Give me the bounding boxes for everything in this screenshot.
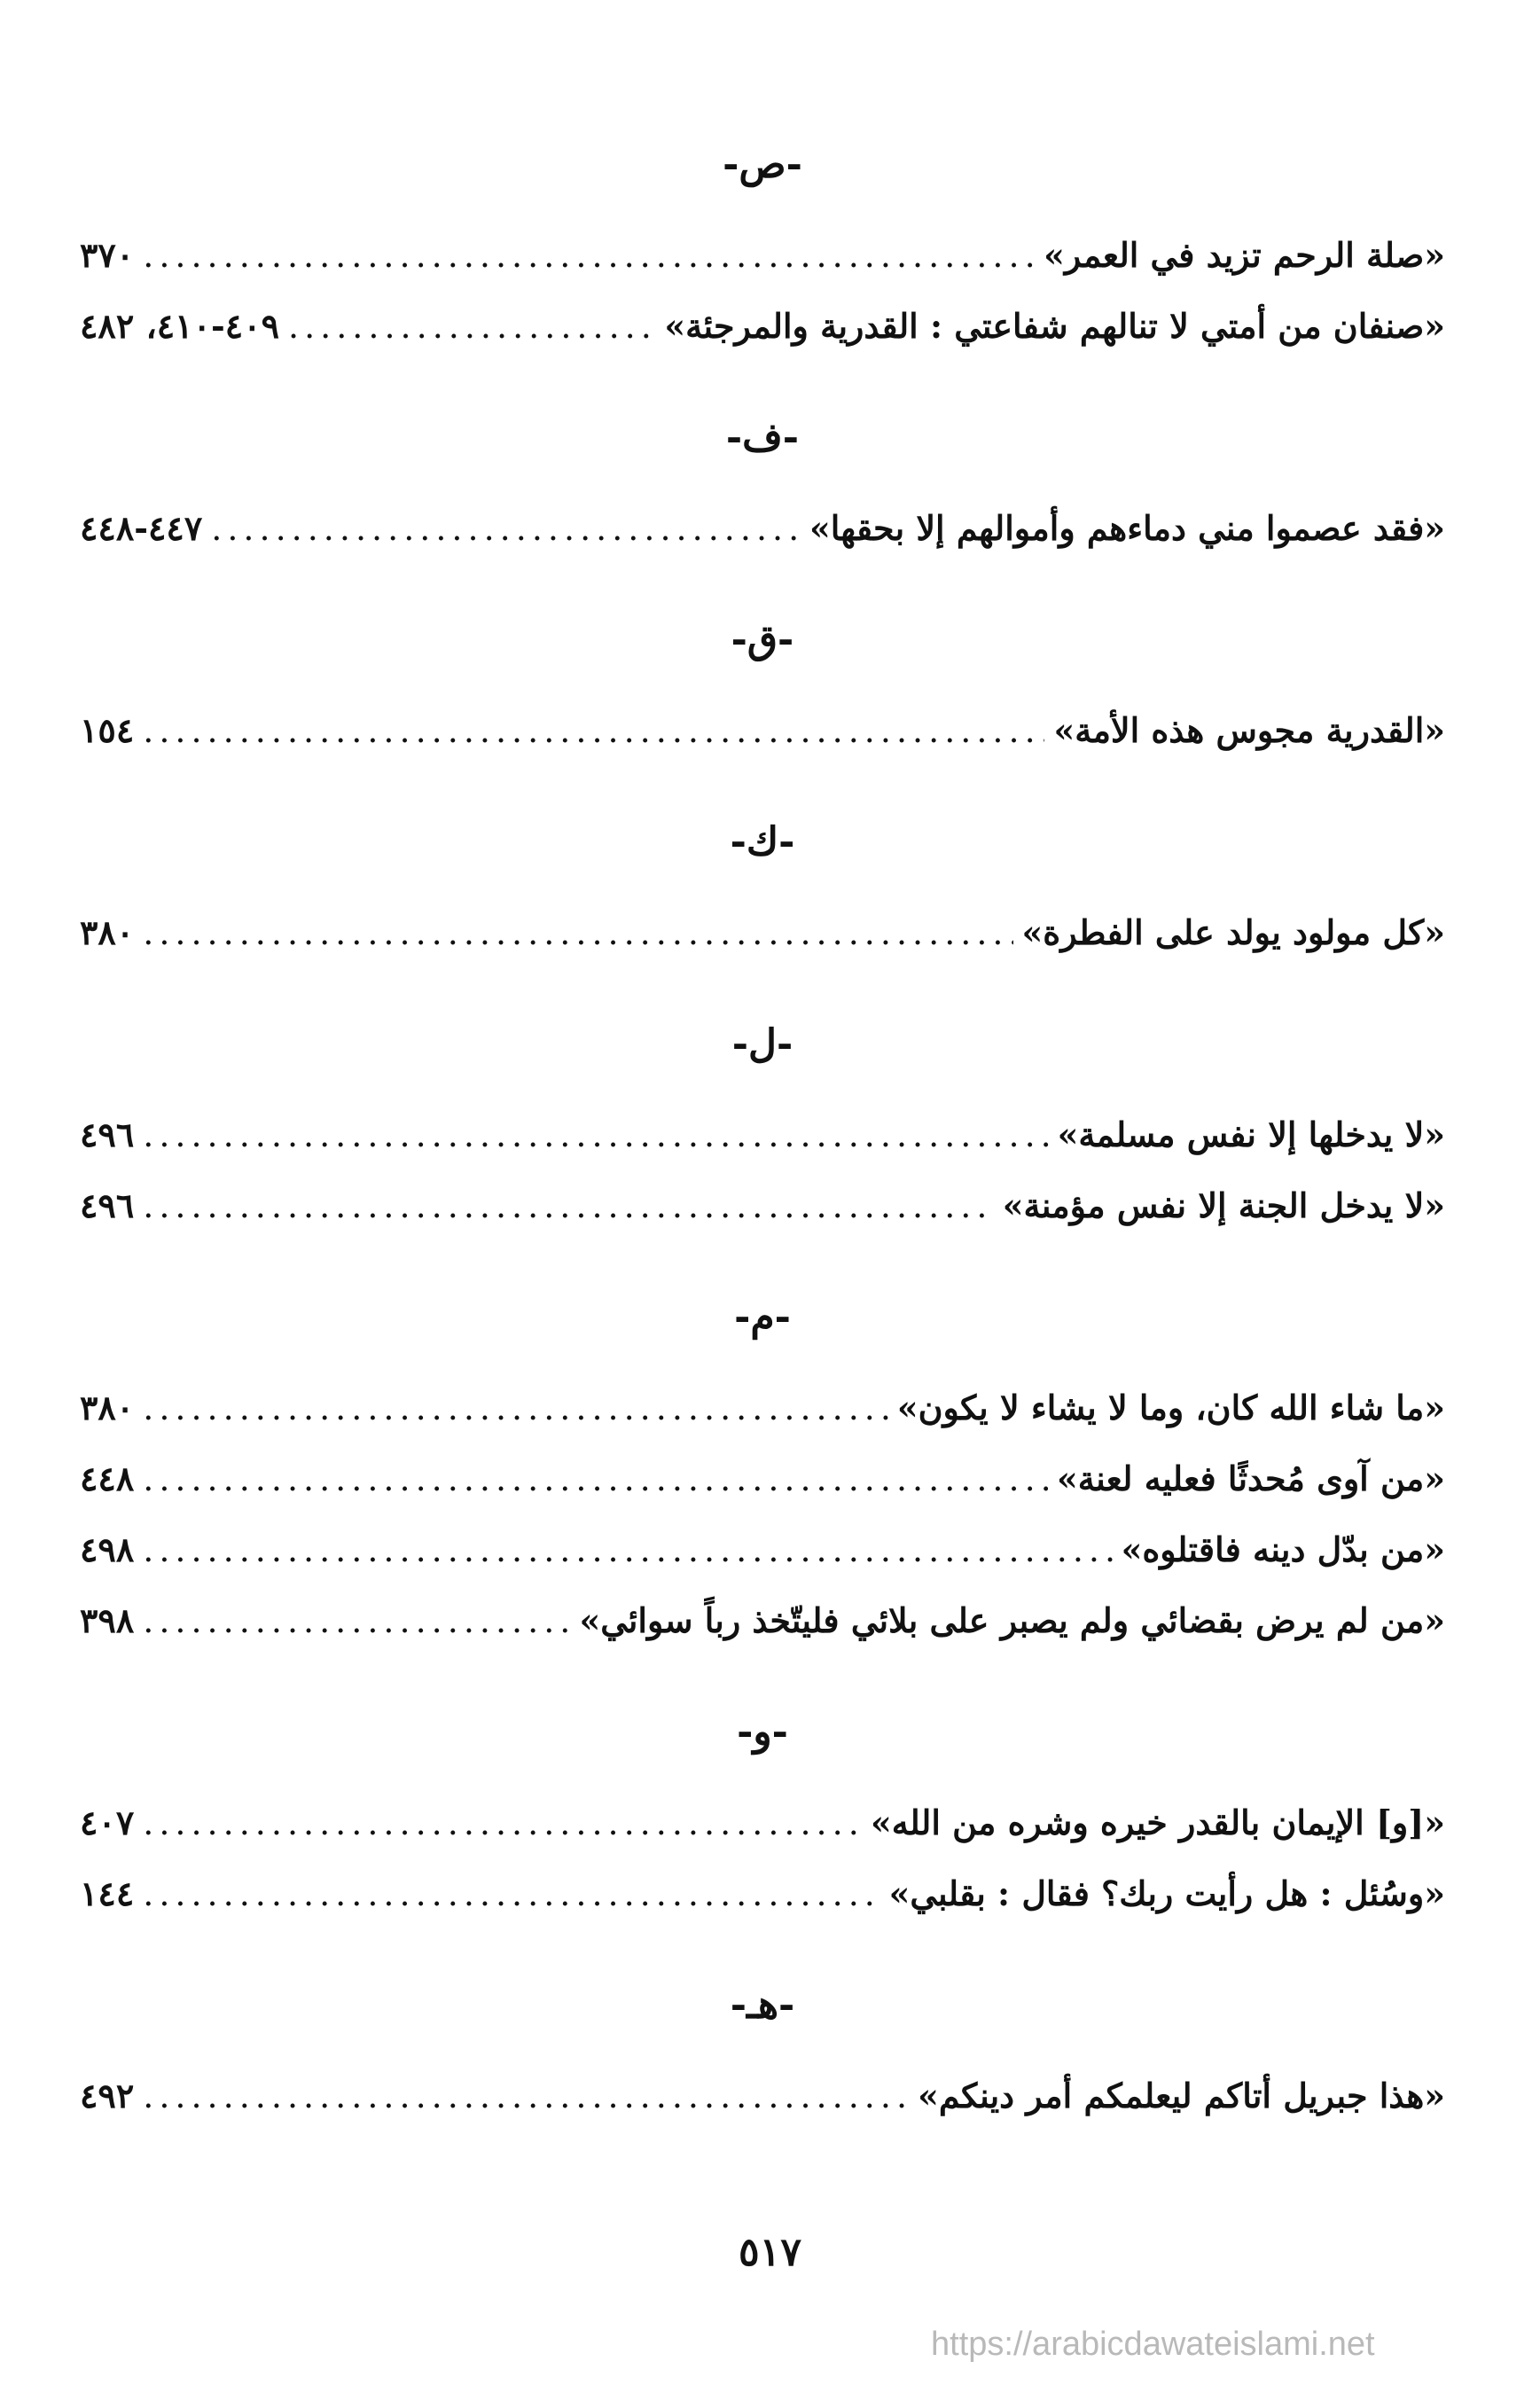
dot-leader xyxy=(143,897,1012,968)
index-section xyxy=(80,802,1445,968)
watermark-url: https://arabicdawateislami.net xyxy=(931,2326,1375,2363)
index-section xyxy=(80,1277,1445,1656)
entry-text: «هذا جبريل أتاكم ليعلمكم أمر دينكم» xyxy=(918,2076,1445,2115)
section-letter-heading: -م- xyxy=(734,1294,791,1340)
index-section xyxy=(80,124,1445,362)
entry-page-numbers: ٣٧٠ xyxy=(80,235,135,275)
dot-leader xyxy=(143,1170,993,1241)
index-entry xyxy=(80,493,1445,564)
entry-text: «من آوى مُحدثًا فعليه لعنة» xyxy=(1056,1458,1445,1498)
section-letter-heading: -ك- xyxy=(730,819,795,864)
dot-leader xyxy=(143,1372,888,1443)
section-letter-heading: -ق- xyxy=(731,617,794,662)
dot-leader xyxy=(143,1443,1048,1514)
entry-page-numbers: ٣٨٠ xyxy=(80,1388,135,1427)
entry-page-numbers: ١٥٤ xyxy=(80,710,135,750)
index-entry xyxy=(80,1585,1445,1656)
hadith-index xyxy=(80,124,1445,2131)
dot-leader xyxy=(211,493,801,564)
entry-page-numbers: ٤٠٧ xyxy=(80,1802,135,1842)
entry-page-numbers: ٤٩٢ xyxy=(80,2076,135,2115)
section-letter-heading: -ل- xyxy=(731,1021,793,1067)
index-entry xyxy=(80,1372,1445,1443)
entry-text: «كل مولود يولد على الفطرة» xyxy=(1021,912,1445,952)
section-letter-heading: -ص- xyxy=(723,142,802,187)
entry-page-numbers: ٤٩٦ xyxy=(80,1114,135,1154)
index-entry xyxy=(80,291,1445,362)
dot-leader xyxy=(143,1514,1112,1585)
entry-page-numbers: ٣٩٨ xyxy=(80,1600,135,1640)
entry-page-numbers: ٤٩٦ xyxy=(80,1185,135,1225)
entry-text: «[و] الإيمان بالقدر خيره وشره من الله» xyxy=(871,1802,1445,1842)
section-letter-heading: -و- xyxy=(737,1709,788,1755)
index-entry xyxy=(80,1170,1445,1241)
entry-page-numbers: ٤٤٧-٤٤٨ xyxy=(80,508,203,548)
entry-text: «ما شاء الله كان، وما لا يشاء لا يكون» xyxy=(896,1388,1445,1427)
index-section xyxy=(80,599,1445,766)
entry-text: «من بدّل دينه فاقتلوه» xyxy=(1121,1529,1445,1569)
index-section xyxy=(80,1965,1445,2131)
index-entry xyxy=(80,1099,1445,1170)
index-section xyxy=(80,1692,1445,1929)
index-entry xyxy=(80,1787,1445,1858)
index-entry xyxy=(80,695,1445,766)
page-number: ٥١٧ xyxy=(739,2230,801,2275)
dot-leader xyxy=(143,2060,909,2131)
entry-page-numbers: ٤٩٨ xyxy=(80,1529,135,1569)
dot-leader xyxy=(143,1858,879,1929)
index-entry xyxy=(80,2060,1445,2131)
entry-text: «صنفان من أمتي لا تنالهم شفاعتي : القدرية والمرجئة» xyxy=(664,306,1445,346)
index-section xyxy=(80,1004,1445,1241)
index-entry xyxy=(80,220,1445,291)
index-entry xyxy=(80,1514,1445,1585)
entry-text: «القدرية مجوس هذه الأمة» xyxy=(1053,710,1445,750)
dot-leader xyxy=(143,1099,1048,1170)
index-entry xyxy=(80,1443,1445,1514)
dot-leader xyxy=(143,220,1035,291)
dot-leader xyxy=(143,1787,862,1858)
entry-page-numbers: ٤٠٩-٤١٠، ٤٨٢ xyxy=(80,306,279,346)
entry-text: «لا يدخل الجنة إلا نفس مؤمنة» xyxy=(1002,1185,1445,1225)
entry-text: «صلة الرحم تزيد في العمر» xyxy=(1044,235,1445,275)
index-section xyxy=(80,397,1445,564)
entry-text: «لا يدخلها إلا نفس مسلمة» xyxy=(1057,1114,1445,1154)
entry-page-numbers: ٣٨٠ xyxy=(80,912,135,952)
entry-page-numbers: ١٤٤ xyxy=(80,1873,135,1913)
index-entry xyxy=(80,1858,1445,1929)
section-letter-heading: -هـ- xyxy=(730,1982,795,2028)
dot-leader xyxy=(143,1585,570,1656)
entry-page-numbers: ٤٤٨ xyxy=(80,1458,135,1498)
entry-text: «وسُئل : هل رأيت ربك؟ فقال : بقلبي» xyxy=(888,1873,1445,1913)
entry-text: «فقد عصموا مني دماءهم وأموالهم إلا بحقها» xyxy=(809,508,1445,548)
dot-leader xyxy=(288,291,655,362)
index-entry xyxy=(80,897,1445,968)
section-letter-heading: -ف- xyxy=(725,415,800,460)
dot-leader xyxy=(143,695,1044,766)
entry-text: «من لم يرض بقضائي ولم يصبر على بلائي فليتّخذ رباً سوائي» xyxy=(579,1600,1445,1640)
